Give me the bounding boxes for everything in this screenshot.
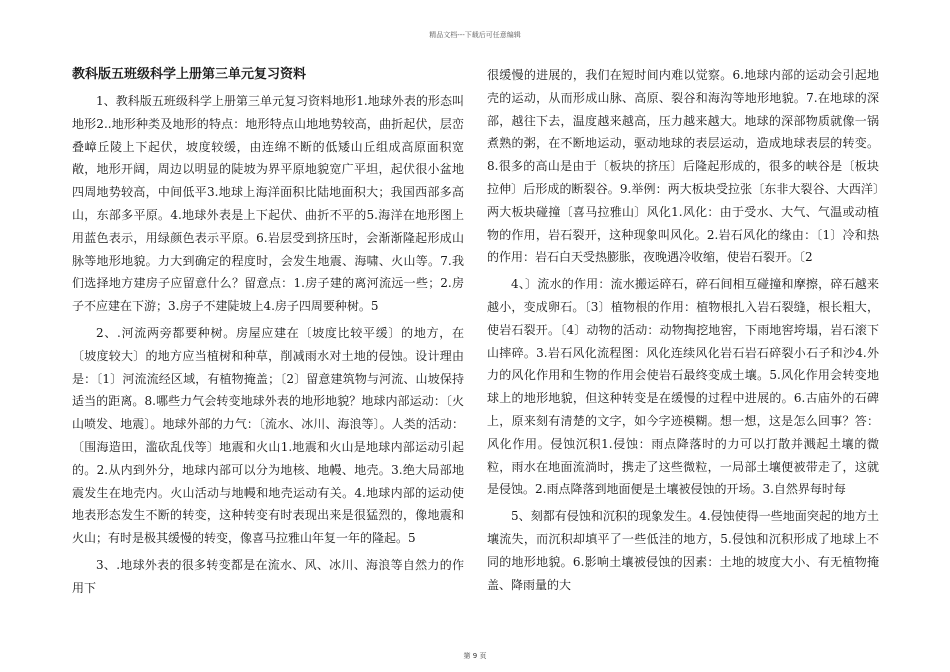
left-column bbox=[72, 64, 464, 600]
paragraph: 4、〕流水的作用：流水搬运碎石，碎石间相互碰撞和摩擦，碎石越来越小，变成卵石。〔3〕植物根的作用：植物根扎入岩石裂缝，根长粗大，使岩石裂开。〔4〕动物的活动：动物掏挖地窖，下雨地窖垮塌，岩石滚下山摔碎。3.岩石风化流程图：风化连续风化岩石岩石碎裂小石子和沙4.外力的风化作用和生物的作用会使岩石最终变成土壤。5.风化作用会转变地球上的地形地貌，但这种转变是在缓慢的过程中进展的。6.古庙外的石碑上，原来刻有清楚的文字，如今字迹模糊。想一想，这是怎么回事？答：风化作用。侵蚀沉积1.侵蚀：雨点降落时的力可以打散并溅起土壤的微粒，雨水在地面流淌时，携走了这些微粒，一局部土壤便被带走了，这就是侵蚀。2.雨点降落到地面便是土壤被侵蚀的开场。3.自然界每时每 bbox=[487, 277, 879, 497]
right-column bbox=[487, 64, 879, 596]
paragraph: 5、刻都有侵蚀和沉积的现象发生。4.侵蚀使得一些地面突起的地方土壤流失，而沉积却填平了一些低洼的地方，5.侵蚀和沉积形成了地球上不同的地形地貌。6.影响土壤被侵蚀的因素：土地的坡度大小、有无植物掩盖、降雨量的大 bbox=[487, 509, 879, 592]
paragraph: 1、教科版五班级科学上册第三单元复习资料地形1.地球外表的形态叫地形2..地形种类及地形的特点：地形特点山地地势较高，曲折起伏，层峦叠嶂丘陵上下起伏，坡度较缓，由连绵不断的低矮山丘组成高原面积宽敞，地形开阔，周边以明显的陡坡为界平原地貌宽广平坦，起伏很小盆地四周地势较高，中间低平3.地球上海洋面积比陆地面积大；我国西部多高山，东部多平原。4.地球外表是上下起伏、曲折不平的5.海洋在地形图上用蓝色表示，用绿颜色表示平原。6.岩层受到挤压时，会渐渐隆起形成山脉等地形地貌。力大到确定的程度时，会发生地震、海啸、火山等。7.我们选择地方建房子应留意什么？留意点：1.房子建的离河流远一些；2.房子不应建在下游；3.房子不建陡坡上4.房子四周要种树。5 bbox=[72, 94, 464, 314]
document-title: 教科版五班级科学上册第三单元复习资料 bbox=[72, 67, 307, 82]
paragraph: 很缓慢的进展的，我们在短时间内难以觉察。6.地球内部的运动会引起地壳的运动，从而形成山脉、高原、裂谷和海沟等地形地貌。7.在地球的深部，越往下去，温度越来越高，压力越来越大。地球的深部物质就像一锅煮熟的粥，在不断地运动，驱动地球的表层运动，造成地球表层的转变。8.很多的高山是由于〔板块的挤压〕后隆起形成的，很多的峡谷是〔板块拉伸〕后形成的断裂谷。9.举例：两大板块受拉张〔东非大裂谷、大西洋〕两大板块碰撞〔喜马拉雅山〕风化1.风化：由于受水、大气、气温或动植物的作用，岩石裂开，这种现象叫风化。2.岩石风化的缘由：〔1〕冷和热的作用：岩石白天受热膨胀，夜晚遇冷收缩，使岩石裂开。〔2 bbox=[487, 68, 879, 265]
paragraph: 2、.河流两旁都要种树。房屋应建在〔坡度比较平缓〕的地方，在〔坡度较大〕的地方应当植树和种草，削减雨水对土地的侵蚀。设计理由是：〔1〕河流流经区域，有植物掩盖；〔2〕留意建筑物与河流、山坡保持适当的距离。8.哪些力气会转变地球外表的地形地貌？地球内部运动：〔火山喷发、地震〕。地球外部的力气：〔流水、冰川、海浪等〕。人类的活动：〔围海造田，滥砍乱伐等〕地震和火山1.地震和火山是地球内部运动引起的。2.从内到外分，地球内部可以分为地核、地幔、地壳。3.绝大局部地震发生在地壳内。火山活动与地幔和地壳运动有关。4.地球内部的运动使地表形态发生不断的转变，这种转变有时表现出来是很猛烈的，像地震和火山；有时是极其缓慢的转变，像喜马拉雅山年复一年的隆起。5 bbox=[72, 325, 464, 546]
page-header-note: 精品文档---下载后可任意编辑 bbox=[429, 31, 521, 39]
page-footer-number: 第 9 页 bbox=[463, 652, 487, 660]
paragraph: 3、.地球外表的很多转变都是在流水、风、冰川、海浪等自然力的作用下 bbox=[72, 557, 464, 595]
